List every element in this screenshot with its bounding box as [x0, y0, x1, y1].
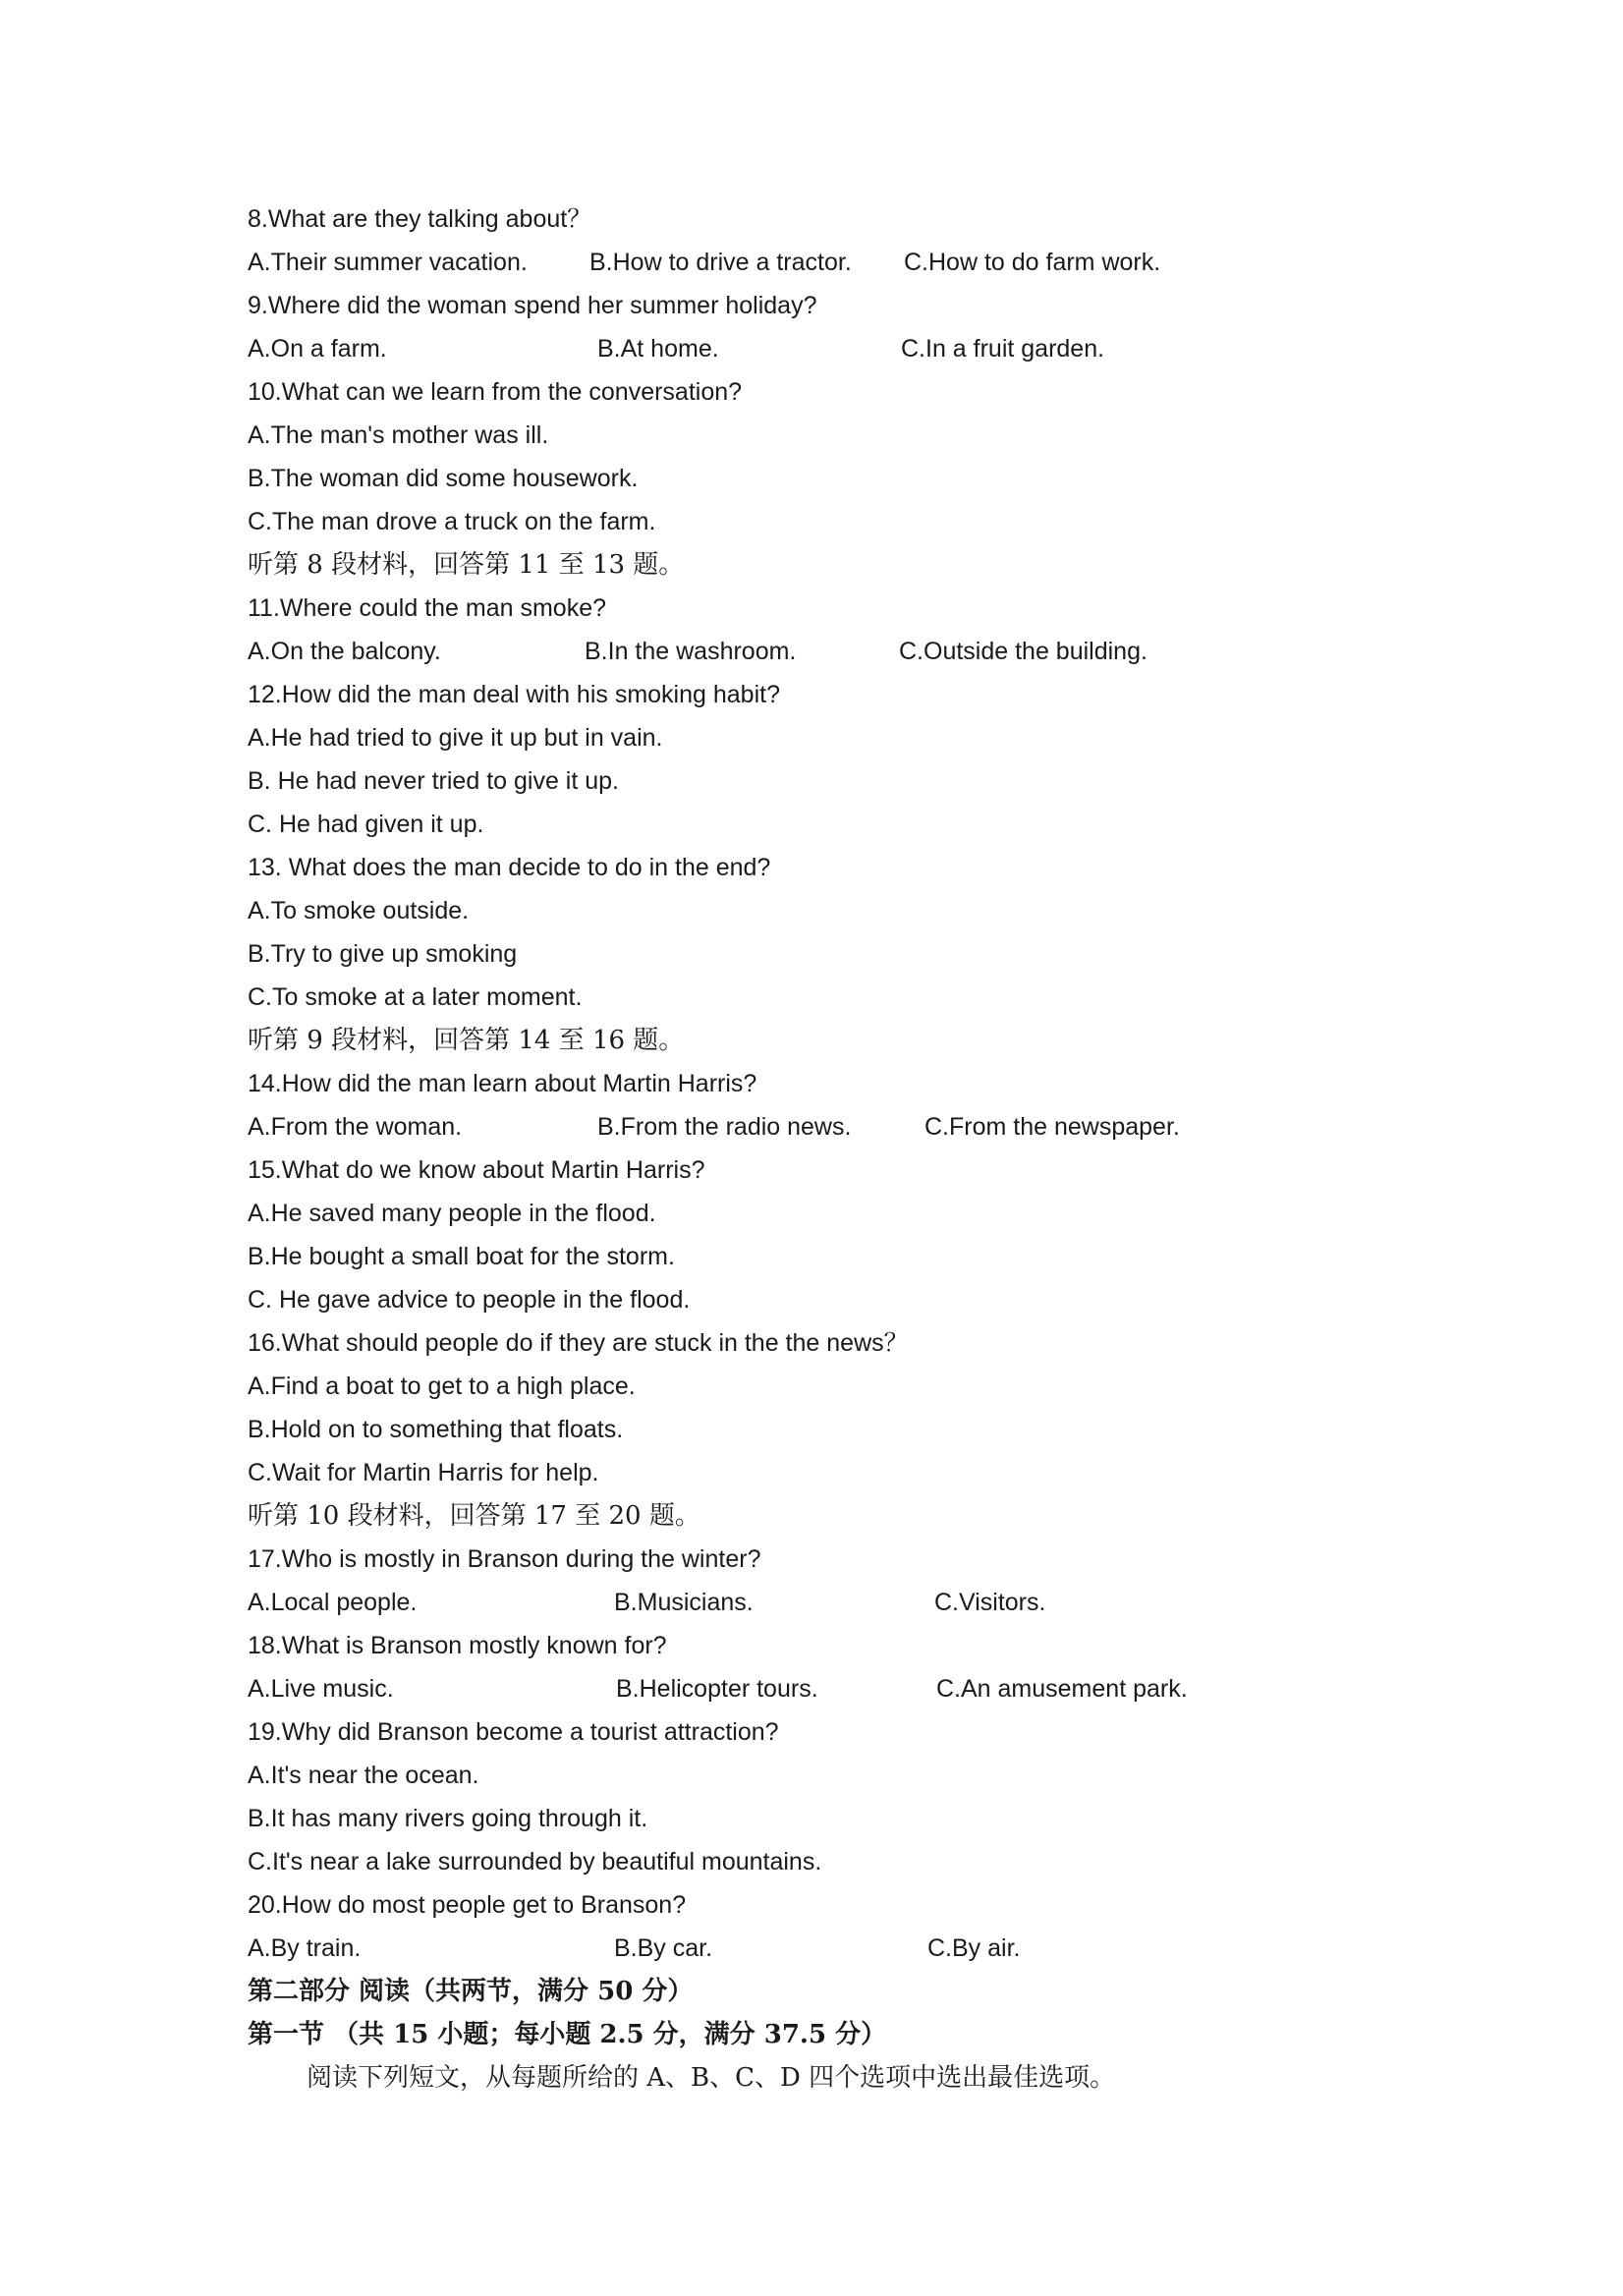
question-13-option-a: A.To smoke outside. [248, 897, 470, 924]
option-a: A.On the balcony. [248, 638, 441, 665]
option-c: C.How to do farm work. [904, 249, 1161, 276]
section-10-instruction: 听第 10 段材料，回答第 17 至 20 题。 [248, 1501, 700, 1531]
option-c: C.In a fruit garden. [901, 335, 1105, 363]
option-a: A.By train. [248, 1934, 362, 1962]
question-10: 10.What can we learn from the conversation? [248, 378, 743, 406]
reading-instructions: 阅读下列短文，从每题所给的 A、B、C、D 四个选项中选出最佳选项。 [307, 2063, 1116, 2093]
section-8-instruction: 听第 8 段材料，回答第 11 至 13 题。 [248, 550, 685, 580]
question-15-option-b: B.He bought a small boat for the storm. [248, 1243, 675, 1270]
option-a: A.From the woman. [248, 1113, 463, 1141]
option-c: C.By air. [927, 1934, 1021, 1962]
option-a: A.Local people. [248, 1589, 418, 1616]
question-12: 12.How did the man deal with his smoking habit? [248, 681, 780, 708]
option-c: C.Outside the building. [899, 638, 1147, 665]
question-10-option-b: B.The woman did some housework. [248, 465, 639, 492]
question-13: 13. What does the man decide to do in the end? [248, 854, 771, 881]
question-15-option-a: A.He saved many people in the flood. [248, 1200, 656, 1227]
option-c: C.An amusement park. [936, 1675, 1188, 1703]
question-19-option-b: B.It has many rivers going through it. [248, 1805, 648, 1832]
option-b: B.How to drive a tractor. [589, 249, 852, 276]
question-11: 11.Where could the man smoke? [248, 594, 607, 622]
question-19-option-a: A.It's near the ocean. [248, 1762, 479, 1789]
question-8: 8.What are they talking about？ [248, 205, 592, 233]
question-14: 14.How did the man learn about Martin Harris? [248, 1070, 757, 1097]
question-17: 17.Who is mostly in Branson during the winter? [248, 1545, 761, 1573]
question-19: 19.Why did Branson become a tourist attraction? [248, 1718, 779, 1746]
option-b: B.From the radio news. [597, 1113, 852, 1141]
option-b: B.In the washroom. [585, 638, 797, 665]
question-12-option-b: B. He had never tried to give it up. [248, 767, 619, 795]
question-12-option-c: C. He had given it up. [248, 811, 484, 838]
option-b: B.At home. [597, 335, 719, 363]
option-c: C.From the newspaper. [924, 1113, 1180, 1141]
section-1-heading: 第一节 （共 15 小题；每小题 2.5 分，满分 37.5 分） [248, 2020, 887, 2049]
question-13-option-b: B.Try to give up smoking [248, 940, 518, 968]
question-18: 18.What is Branson mostly known for? [248, 1632, 667, 1659]
question-16: 16.What should people do if they are stuck in the the news？ [248, 1329, 909, 1357]
option-a: A.Live music. [248, 1675, 394, 1703]
question-16-option-a: A.Find a boat to get to a high place. [248, 1372, 636, 1400]
question-16-option-c: C.Wait for Martin Harris for help. [248, 1459, 599, 1486]
option-a: A.On a farm. [248, 335, 387, 363]
section-9-instruction: 听第 9 段材料，回答第 14 至 16 题。 [248, 1026, 685, 1055]
question-10-option-a: A.The man's mother was ill. [248, 421, 549, 449]
question-9: 9.Where did the woman spend her summer holiday? [248, 292, 817, 319]
option-a: A.Their summer vacation. [248, 249, 528, 276]
option-c: C.Visitors. [934, 1589, 1046, 1616]
question-20: 20.How do most people get to Branson? [248, 1891, 687, 1919]
question-16-option-b: B.Hold on to something that floats. [248, 1416, 624, 1443]
part-2-heading: 第二部分 阅读（共两节，满分 50 分） [248, 1977, 694, 2006]
question-12-option-a: A.He had tried to give it up but in vain. [248, 724, 663, 752]
option-b: B.Helicopter tours. [616, 1675, 818, 1703]
option-b: B.By car. [614, 1934, 713, 1962]
question-13-option-c: C.To smoke at a later moment. [248, 983, 583, 1011]
option-b: B.Musicians. [614, 1589, 754, 1616]
question-19-option-c: C.It's near a lake surrounded by beautiful mountains. [248, 1848, 822, 1876]
question-15: 15.What do we know about Martin Harris? [248, 1156, 705, 1184]
question-15-option-c: C. He gave advice to people in the flood. [248, 1286, 691, 1314]
question-10-option-c: C.The man drove a truck on the farm. [248, 508, 656, 535]
